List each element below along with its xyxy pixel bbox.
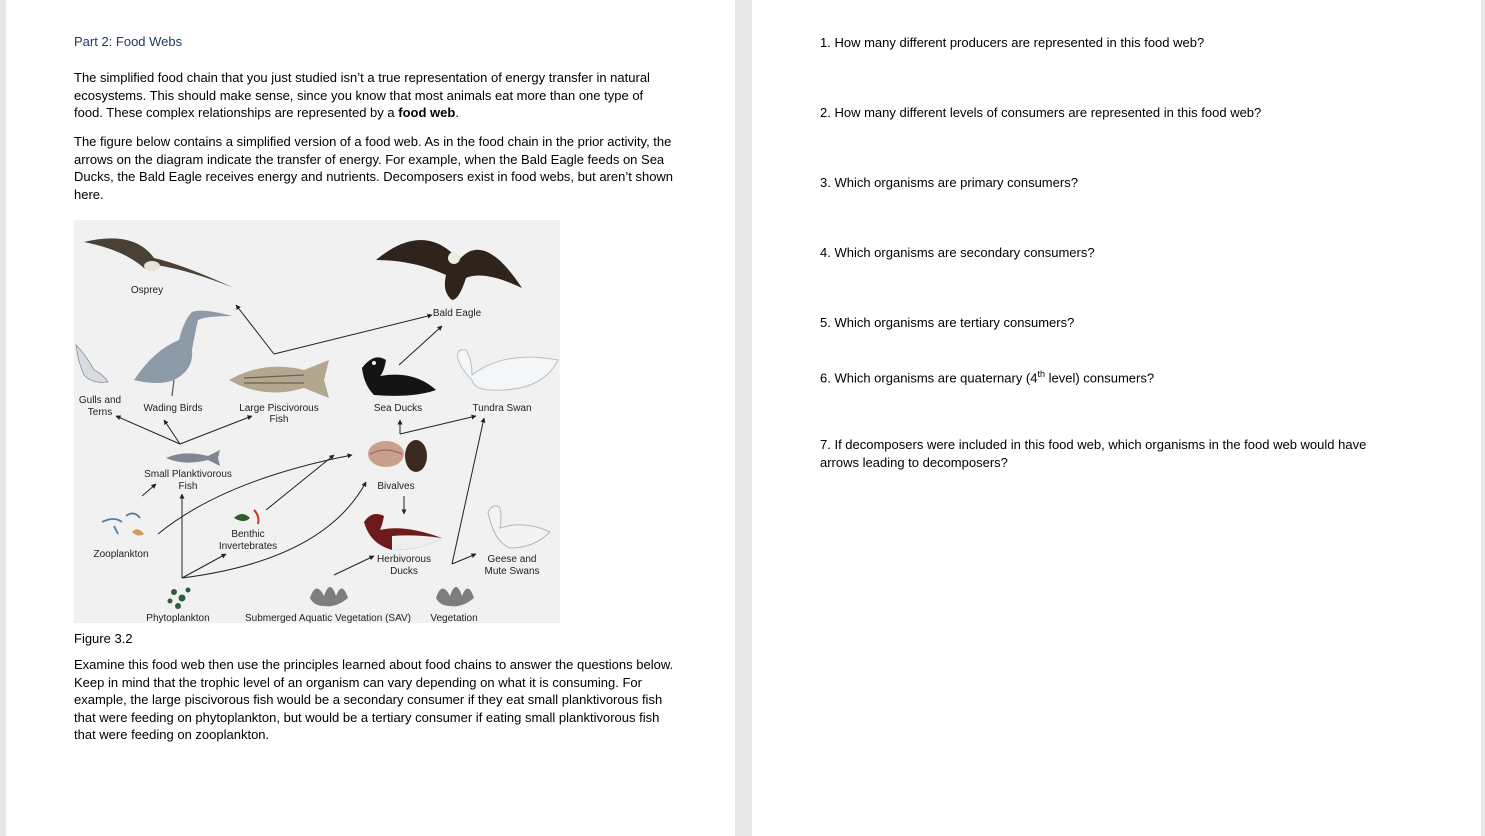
question-3: 3. Which organisms are primary consumers? xyxy=(820,175,1078,190)
label-wading-birds: Wading Birds xyxy=(143,403,203,414)
question-6 xyxy=(820,366,1400,387)
label-geese-1: Geese and xyxy=(487,554,537,565)
vegetation-plant-icon xyxy=(436,587,474,606)
benthic-invertebrates-icon xyxy=(234,510,259,524)
question-6-superscript: th xyxy=(1037,369,1045,379)
arrow-small-fish-to-large-fish xyxy=(180,416,252,444)
label-herbivorous-ducks-2: Ducks xyxy=(390,566,418,577)
small-planktivorous-fish-icon xyxy=(166,450,220,466)
arrow-phytoplankton-to-bivalves xyxy=(182,482,366,578)
sav-plant-icon xyxy=(310,587,348,606)
label-zooplankton: Zooplankton xyxy=(93,549,149,560)
gulls-terns-icon xyxy=(76,345,108,382)
sea-ducks-icon xyxy=(362,357,436,395)
question-4: 4. Which organisms are secondary consumers? xyxy=(820,245,1095,260)
label-large-fish-2: Fish xyxy=(269,414,289,425)
arrow-sea-ducks-to-bald-eagle xyxy=(399,326,442,365)
question-6-text-end: level) consumers? xyxy=(1045,370,1155,386)
label-small-fish-1: Small Planktivorous xyxy=(144,469,232,480)
question-6-text: 6. Which organisms are quaternary (4 xyxy=(820,370,1038,386)
arrow-zooplankton-to-small-fish xyxy=(142,484,156,496)
arrow-vegetation-to-geese xyxy=(452,554,476,564)
label-osprey: Osprey xyxy=(130,285,164,296)
label-phytoplankton: Phytoplankton xyxy=(146,613,210,623)
label-gulls-terns-2: Terns xyxy=(87,407,113,418)
arrow-large-fish-to-osprey xyxy=(236,305,274,354)
label-benthic-1: Benthic xyxy=(231,529,265,540)
label-gulls-terns-1: Gulls and xyxy=(78,395,122,406)
question-2: 2. How many different levels of consumers are represented in this food web? xyxy=(820,105,1262,120)
label-herbivorous-ducks-1: Herbivorous xyxy=(377,554,431,565)
arrow-benthic-to-sea-ducks xyxy=(266,455,334,510)
intro-text: The simplified food chain that you just studied isn’t a true representation of energy transfer in natural ecosystems. This should make sense, since you know that most animals eat more than one type of food. These complex relationships are represented by a xyxy=(74,70,650,120)
wading-birds-icon xyxy=(134,311,232,396)
label-sav: Submerged Aquatic Vegetation (SAV) xyxy=(244,613,412,623)
document-page-left xyxy=(6,0,735,836)
document-page-right xyxy=(752,0,1481,836)
zooplankton-icon xyxy=(102,513,144,535)
label-tundra-swan: Tundra Swan xyxy=(472,403,532,414)
arrow-vegetation-to-tundra-swan xyxy=(452,418,484,564)
figure-description-paragraph: The figure below contains a simplified version of a food web. As in the food chain in the prior activity, the arrows on the diagram indicate the transfer of energy. For example, when the Bald Eagle feeds on Sea Ducks, the Bald Eagle receives energy and nutrients. Decomposers exist in food webs, but aren’t shown here. xyxy=(74,134,674,202)
instructions-paragraph: Examine this food web then use the principles learned about food chains to answer the questions below. Keep in mind that the trophic level of an organism can vary depending on what it is consuming. For example, the large piscivorous fish would be a secondary consumer if they eat small planktivorous fish that were feeding on phytoplankton, but would be a tertiary consumer if eating small planktivorous fish that were feeding on zooplankton. xyxy=(74,657,674,742)
food-web-figure xyxy=(74,220,560,623)
label-benthic-2: Invertebrates xyxy=(218,541,278,552)
geese-mute-swans-icon xyxy=(488,506,550,548)
food-web-diagram xyxy=(74,220,560,623)
label-small-fish-2: Fish xyxy=(178,481,198,492)
arrow-sav-to-herbivorous-ducks xyxy=(334,556,374,575)
arrow-large-fish-to-bald-eagle xyxy=(274,315,432,354)
label-geese-2: Mute Swans xyxy=(484,566,540,577)
bald-eagle-icon xyxy=(376,240,522,300)
question-1: 1. How many different producers are represented in this food web? xyxy=(820,35,1205,50)
label-large-fish-1: Large Piscivorous xyxy=(239,403,319,414)
question-5: 5. Which organisms are tertiary consumers? xyxy=(820,315,1075,330)
arrow-zooplankton-to-sea-ducks xyxy=(158,455,352,534)
intro-text-end: . xyxy=(455,105,459,120)
large-piscivorous-fish-icon xyxy=(229,360,329,398)
bivalves-icon xyxy=(368,440,427,472)
osprey-icon xyxy=(84,238,234,288)
arrow-bivalves-to-tundra-swan xyxy=(400,416,476,434)
label-bivalves: Bivalves xyxy=(377,481,415,492)
section-heading: Part 2: Food Webs xyxy=(74,34,183,49)
tundra-swan-icon xyxy=(458,350,558,391)
label-vegetation: Vegetation xyxy=(430,613,478,623)
figure-caption: Figure 3.2 xyxy=(74,631,133,646)
label-bald-eagle: Bald Eagle xyxy=(432,308,482,319)
label-sea-ducks: Sea Ducks xyxy=(373,403,423,414)
intro-paragraph xyxy=(74,69,674,122)
question-7: 7. If decomposers were included in this food web, which organisms in the food web would have arrows leading to decomposers? xyxy=(820,437,1367,470)
intro-bold-term: food web xyxy=(398,105,456,120)
herbivorous-ducks-icon xyxy=(364,514,442,550)
phytoplankton-icon xyxy=(168,588,191,610)
